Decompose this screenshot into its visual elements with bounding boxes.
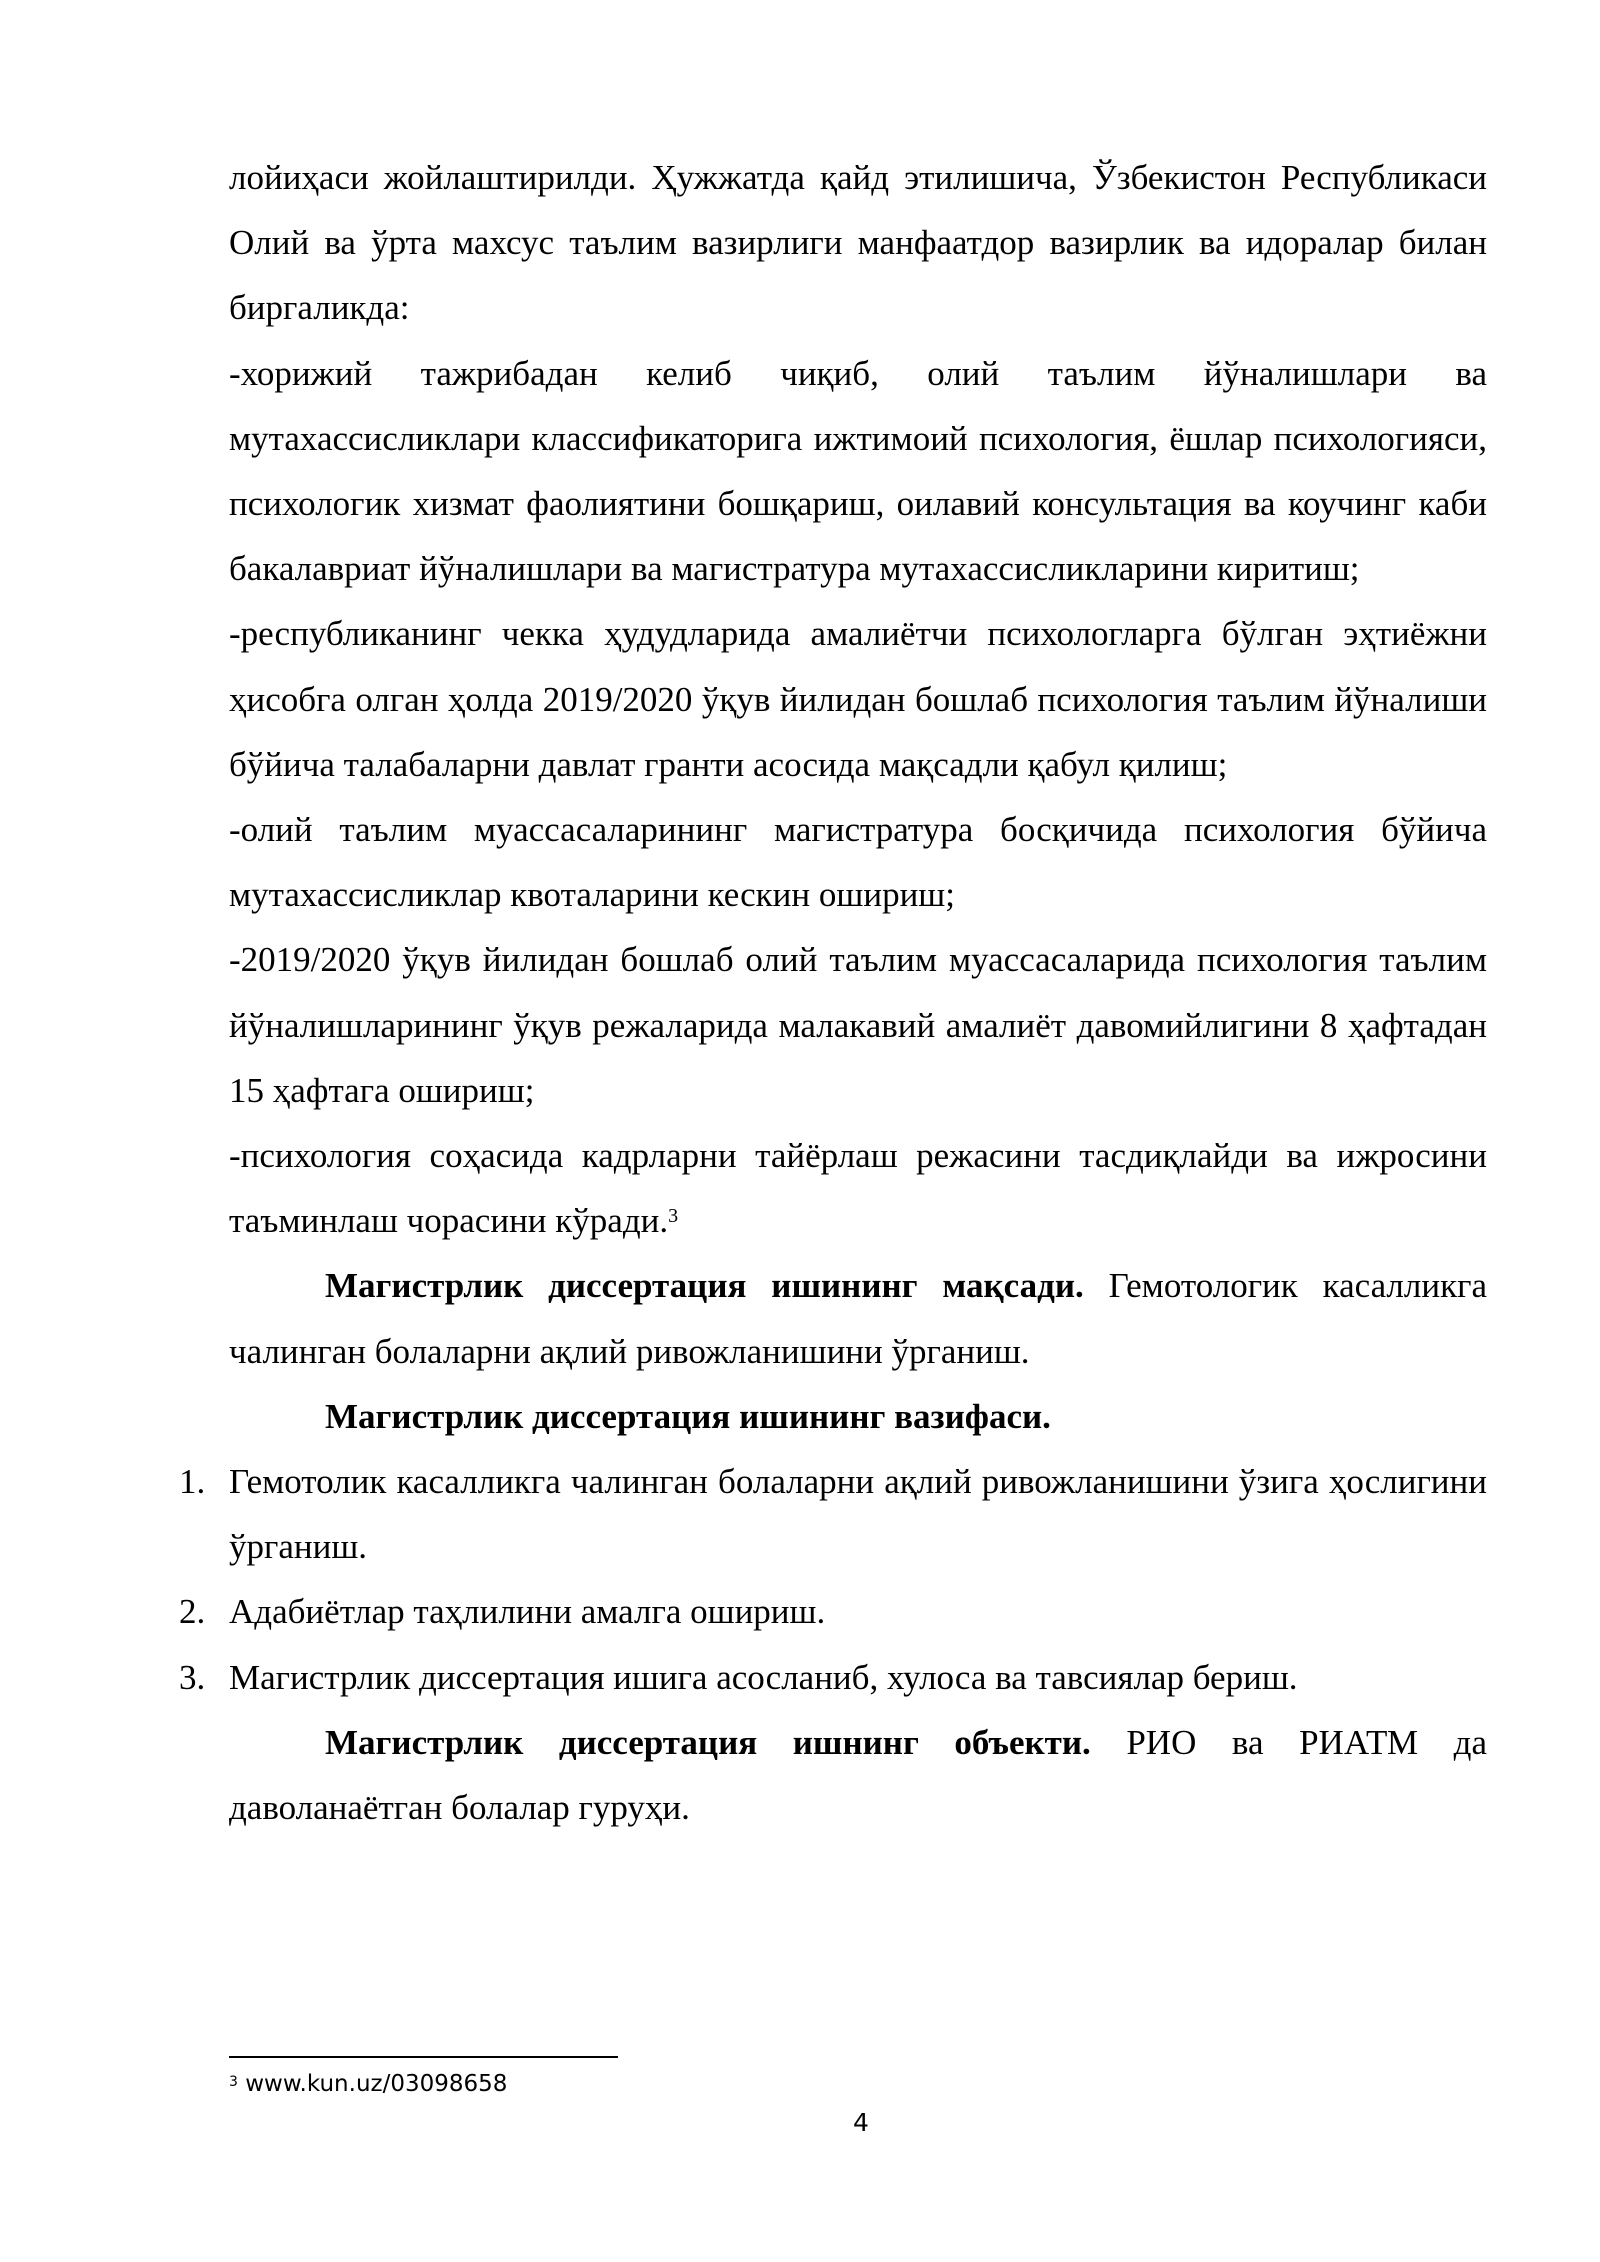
page-number: 4 (853, 2108, 869, 2137)
footnote (229, 2069, 507, 2099)
goal-text: Гемотологик касалликга чалинган болаларни ақлий ривожланишини ўрганиш. (229, 1266, 1487, 1371)
goal-paragraph (229, 1253, 1487, 1383)
list-item-number: 2. (179, 1592, 206, 1632)
object-heading: Магистрлик диссертация ишнинг объекти. (325, 1722, 1091, 1762)
tasks-list (179, 1449, 1487, 1710)
footnote-reference: 3 (668, 1205, 679, 1228)
paragraph-item-quotas: -олий таълим муассасаларининг магистратура босқичида психология бўйича мутахассисликлар квоталарини кескин ошириш; (229, 810, 1487, 915)
paragraph-item-plan-text: -психология соҳасида кадрларни тайёрлаш режасини тасдиқлайди ва ижросини таъминлаш чорасини кўради. (229, 1136, 1487, 1241)
footnote-separator (229, 2056, 618, 2058)
list-item-text: Магистрлик диссертация ишига асосланиб, хулоса ва тавсиялар бериш. (229, 1657, 1298, 1697)
list-item-number: 3. (179, 1657, 206, 1697)
paragraph-item-plan (229, 1123, 1487, 1253)
paragraph-intro: лойиҳаси жойлаштирилди. Ҳужжатда қайд этилишича, Ўзбекистон Республикаси Олий ва ўрта махсус таълим вазирлиги манфаатдор вазирлик ва идоралар билан биргаликда: (229, 158, 1487, 328)
footnote-text: www.kun.uz/03098658 (237, 2071, 508, 2097)
object-paragraph (229, 1710, 1487, 1840)
paragraph-item-admission: -республиканинг чекка ҳудудларида амалиётчи психологларга бўлган эҳтиёжни ҳисобга олган ҳолда 2019/2020 ўқув йилидан бошлаб психология таълим йўналиши бўйича талабаларни давлат гранти асосида мақсадли қабул қилиш; (229, 614, 1487, 784)
list-item (179, 1579, 1487, 1644)
list-item (179, 1449, 1487, 1579)
tasks-paragraph (229, 1384, 1487, 1449)
paragraph-item-classifier: -хорижий тажрибадан келиб чиқиб, олий таълим йўналишлари ва мутахассисликлари классификаторига ижтимоий психология, ёшлар психологияси, психологик хизмат фаолиятини бошқариш, оилавий консультация ва коучинг каби бакалавриат йўналишлари ва магистратура мутахассисликларини киритиш; (229, 353, 1487, 589)
footnote-marker: 3 (229, 2074, 238, 2090)
tasks-heading: Магистрлик диссертация ишининг вазифаси. (325, 1396, 1051, 1436)
main-text (179, 145, 1487, 1840)
list-item-number: 1. (179, 1462, 206, 1502)
list-item-text: Адабиётлар таҳлилини амалга ошириш. (229, 1592, 826, 1632)
list-item (179, 1645, 1487, 1710)
object-text: РИО ва РИАТМ да даволанаётган болалар гуруҳи. (229, 1722, 1487, 1828)
paragraph-item-practice: -2019/2020 ўқув йилидан бошлаб олий таълим муассасаларида психология таълим йўналишларининг ўқув режаларида малакавий амалиёт давомийлигини 8 ҳафтадан 15 ҳафтага ошириш; (229, 940, 1487, 1110)
goal-heading: Магистрлик диссертация ишининг мақсади. (325, 1266, 1084, 1306)
list-item-text: Гемотолик касалликга чалинган болаларни ақлий ривожланишини ўзига ҳослигини ўрганиш. (229, 1462, 1487, 1567)
